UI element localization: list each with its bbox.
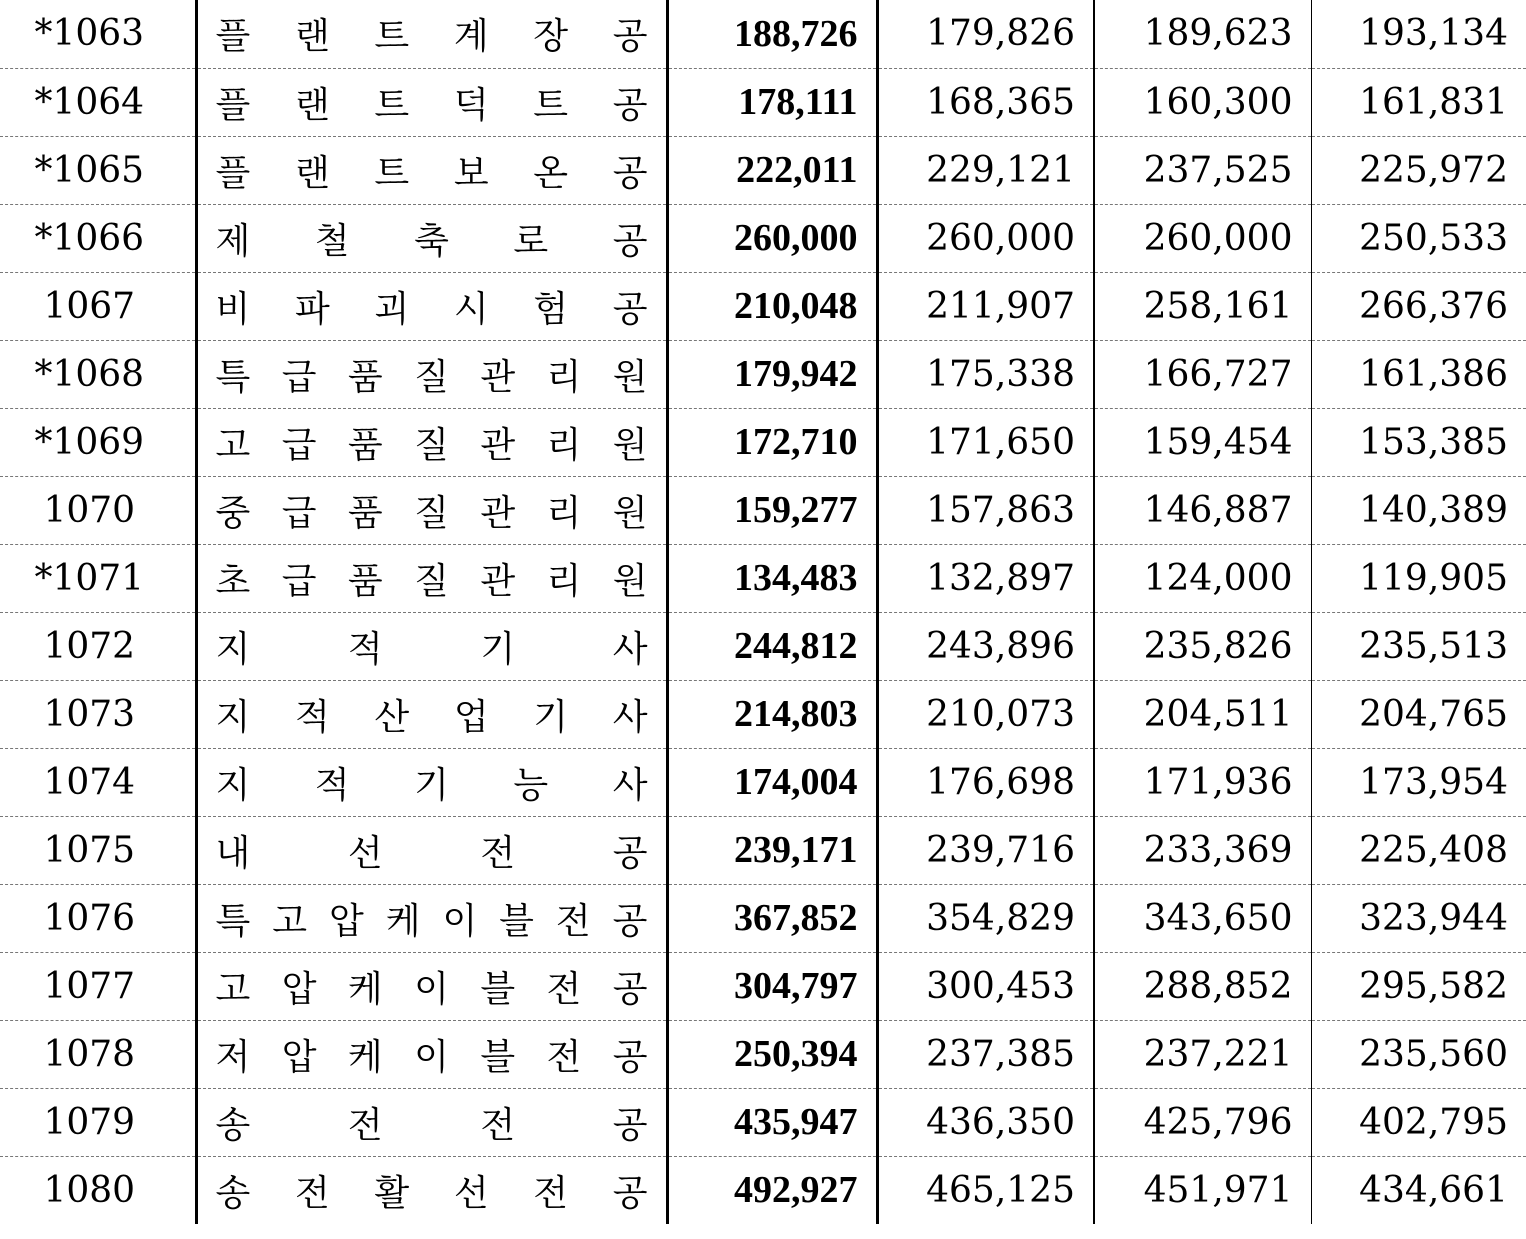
wage-value-cell-4: 250,533	[1311, 204, 1526, 272]
job-name-spread	[216, 1097, 648, 1148]
wage-value-cell-4: 323,944	[1311, 884, 1526, 952]
job-code-cell: 1079	[0, 1088, 196, 1156]
job-name-char: 공	[612, 288, 648, 330]
job-name-char: 고	[215, 968, 251, 1010]
wage-value-cell-4: 434,661	[1311, 1156, 1526, 1224]
job-name-spread	[216, 485, 648, 536]
job-name-char: 이	[414, 968, 449, 1010]
job-name-cell	[196, 136, 667, 204]
job-name-char: 송	[215, 1172, 251, 1214]
job-name-cell	[196, 952, 667, 1020]
wage-value-cell-2: 243,896	[877, 612, 1094, 680]
wage-value-cell-4: 402,795	[1311, 1088, 1526, 1156]
wage-value-cell-3: 258,161	[1094, 272, 1311, 340]
job-code-cell: *1068	[0, 340, 196, 408]
wage-value-cell-4: 235,560	[1311, 1020, 1526, 1088]
wage-value-cell-2: 229,121	[877, 136, 1094, 204]
wage-value-cell-2: 237,385	[877, 1020, 1094, 1088]
job-name-char: 관	[480, 560, 516, 602]
job-name-char: 랜	[294, 16, 330, 58]
job-code-cell: 1076	[0, 884, 196, 952]
job-name-cell	[196, 272, 667, 340]
wage-value-cell-4: 225,972	[1311, 136, 1526, 204]
wage-value-cell-1: 435,947	[667, 1088, 877, 1156]
job-name-char: 공	[612, 1036, 648, 1078]
job-name-char: 품	[347, 356, 383, 398]
job-name-char: 질	[414, 424, 449, 466]
wage-value-cell-1: 250,394	[667, 1020, 877, 1088]
job-name-char: 고	[272, 900, 308, 942]
job-name-char: 이	[442, 900, 478, 942]
job-name-char: 기	[414, 764, 449, 806]
job-name-char: 공	[612, 832, 648, 874]
job-name-char: 품	[347, 424, 383, 466]
job-name-char: 제	[215, 220, 251, 262]
job-name-char: 사	[612, 764, 648, 806]
wage-value-cell-2: 157,863	[877, 476, 1094, 544]
wage-value-cell-4: 161,386	[1311, 340, 1526, 408]
wage-value-cell-1: 178,111	[667, 68, 877, 136]
wage-value-cell-1: 222,011	[667, 136, 877, 204]
wage-value-cell-1: 260,000	[667, 204, 877, 272]
wage-value-cell-2: 176,698	[877, 748, 1094, 816]
job-name-char: 공	[612, 1172, 648, 1214]
wage-value-cell-2: 171,650	[877, 408, 1094, 476]
job-code-cell: *1071	[0, 544, 196, 612]
job-name-char: 초	[215, 560, 251, 602]
job-name-char: 특	[215, 900, 251, 942]
wage-value-cell-3: 171,936	[1094, 748, 1311, 816]
job-name-char: 원	[612, 356, 648, 398]
job-name-char: 원	[612, 492, 648, 534]
job-name-char: 급	[281, 492, 317, 534]
job-name-cell	[196, 408, 667, 476]
job-name-char: 특	[215, 356, 251, 398]
job-name-char: 블	[499, 900, 534, 942]
job-code-cell: *1064	[0, 68, 196, 136]
job-name-char: 압	[328, 900, 364, 942]
job-name-char: 전	[546, 1036, 582, 1078]
wage-value-cell-1: 239,171	[667, 816, 877, 884]
job-name-char: 내	[215, 832, 251, 874]
wage-value-cell-2: 260,000	[877, 204, 1094, 272]
job-name-char: 활	[374, 1172, 410, 1214]
job-name-char: 급	[281, 424, 317, 466]
job-name-char: 송	[215, 1104, 251, 1146]
job-code-cell: 1078	[0, 1020, 196, 1088]
table-row	[0, 1020, 1526, 1088]
job-name-char: 급	[281, 356, 317, 398]
job-name-cell	[196, 816, 667, 884]
job-code-cell: *1066	[0, 204, 196, 272]
job-name-char: 업	[453, 696, 489, 738]
wage-value-cell-3: 260,000	[1094, 204, 1311, 272]
job-name-spread	[216, 689, 648, 740]
wage-value-cell-2: 175,338	[877, 340, 1094, 408]
wage-value-cell-2: 436,350	[877, 1088, 1094, 1156]
job-name-char: 질	[414, 492, 449, 534]
job-code-cell: 1077	[0, 952, 196, 1020]
wage-value-cell-1: 159,277	[667, 476, 877, 544]
wage-value-cell-2: 168,365	[877, 68, 1094, 136]
job-name-spread	[216, 281, 648, 332]
table-row	[0, 748, 1526, 816]
table-row	[0, 0, 1526, 68]
job-name-char: 괴	[374, 288, 410, 330]
job-name-char: 험	[533, 288, 569, 330]
table-row	[0, 408, 1526, 476]
job-name-spread	[216, 1165, 648, 1216]
job-name-char: 전	[480, 1104, 516, 1146]
job-name-spread	[216, 825, 648, 876]
wage-value-cell-1: 244,812	[667, 612, 877, 680]
job-name-char: 랜	[294, 152, 330, 194]
wage-value-cell-1: 367,852	[667, 884, 877, 952]
job-name-char: 저	[215, 1036, 251, 1078]
job-name-char: 장	[533, 16, 569, 58]
wage-value-cell-3: 343,650	[1094, 884, 1311, 952]
table-row	[0, 204, 1526, 272]
job-code-cell: 1073	[0, 680, 196, 748]
job-name-char: 산	[374, 696, 410, 738]
wage-value-cell-1: 179,942	[667, 340, 877, 408]
wage-value-cell-2: 239,716	[877, 816, 1094, 884]
job-name-cell	[196, 1088, 667, 1156]
wage-value-cell-3: 160,300	[1094, 68, 1311, 136]
job-name-char: 적	[294, 696, 330, 738]
job-name-char: 공	[612, 16, 648, 58]
table-row	[0, 272, 1526, 340]
job-name-spread	[216, 893, 648, 944]
wage-value-cell-1: 214,803	[667, 680, 877, 748]
job-name-spread	[216, 1029, 648, 1080]
wage-value-cell-1: 134,483	[667, 544, 877, 612]
job-name-cell	[196, 204, 667, 272]
table-row	[0, 1088, 1526, 1156]
wage-value-cell-4: 153,385	[1311, 408, 1526, 476]
job-name-char: 랜	[294, 84, 330, 126]
job-name-char: 적	[347, 628, 383, 670]
job-name-char: 케	[385, 900, 421, 942]
table-row	[0, 1156, 1526, 1224]
job-name-cell	[196, 544, 667, 612]
job-name-char: 공	[612, 900, 648, 942]
job-name-char: 리	[546, 356, 582, 398]
job-name-char: 전	[555, 900, 591, 942]
job-name-char: 중	[215, 492, 251, 534]
wage-value-cell-2: 132,897	[877, 544, 1094, 612]
wage-value-cell-3: 233,369	[1094, 816, 1311, 884]
job-name-char: 플	[215, 84, 251, 126]
wage-value-cell-2: 179,826	[877, 0, 1094, 68]
wage-value-cell-2: 465,125	[877, 1156, 1094, 1224]
wage-value-cell-4: 140,389	[1311, 476, 1526, 544]
job-name-char: 리	[546, 424, 582, 466]
wage-value-cell-2: 210,073	[877, 680, 1094, 748]
job-name-char: 전	[347, 1104, 383, 1146]
table-row	[0, 340, 1526, 408]
job-name-cell	[196, 340, 667, 408]
job-name-char: 블	[480, 1036, 516, 1078]
job-name-char: 트	[374, 16, 410, 58]
job-code-cell: 1080	[43, 1169, 136, 1211]
wage-value-cell-1: 492,927	[667, 1156, 877, 1224]
job-name-char: 기	[533, 696, 569, 738]
table-row	[0, 680, 1526, 748]
job-name-char: 전	[294, 1172, 330, 1214]
job-name-spread	[216, 145, 648, 196]
job-name-char: 지	[215, 764, 251, 806]
job-name-spread	[216, 757, 648, 808]
wage-value-cell-1: 174,004	[667, 748, 877, 816]
job-name-char: 철	[314, 220, 350, 262]
wage-value-cell-3: 166,727	[1094, 340, 1311, 408]
job-name-char: 능	[513, 764, 549, 806]
job-name-char: 급	[281, 560, 317, 602]
job-code-cell: 1075	[0, 816, 196, 884]
job-name-char: 공	[612, 152, 648, 194]
job-name-char: 트	[374, 84, 410, 126]
job-name-char: 전	[480, 832, 516, 874]
wage-value-cell-3: 451,971	[1094, 1156, 1311, 1224]
wage-value-cell-2: 354,829	[877, 884, 1094, 952]
job-name-char: 트	[374, 152, 410, 194]
job-name-char: 공	[612, 968, 648, 1010]
job-name-cell	[196, 612, 667, 680]
job-name-char: 온	[533, 152, 569, 194]
job-name-char: 축	[414, 220, 449, 262]
table-row	[0, 952, 1526, 1020]
job-name-char: 원	[612, 424, 648, 466]
wage-value-cell-4: 119,905	[1311, 544, 1526, 612]
job-name-char: 공	[612, 220, 648, 262]
job-name-spread	[216, 77, 648, 128]
job-name-cell	[196, 1156, 667, 1224]
table-row	[0, 544, 1526, 612]
job-name-char: 공	[612, 1104, 648, 1146]
job-name-char: 리	[546, 492, 582, 534]
job-name-char: 선	[453, 1172, 489, 1214]
wage-value-cell-3: 159,454	[1094, 408, 1311, 476]
wage-value-cell-3: 425,796	[1094, 1088, 1311, 1156]
wage-value-cell-4: 173,954	[1311, 748, 1526, 816]
wage-value-cell-2: 300,453	[877, 952, 1094, 1020]
job-name-cell	[196, 0, 667, 68]
job-name-char: 원	[612, 560, 648, 602]
job-name-char: 적	[314, 764, 350, 806]
table-row	[0, 816, 1526, 884]
job-name-char: 질	[414, 560, 449, 602]
job-name-char: 지	[215, 696, 251, 738]
wage-value-cell-3: 146,887	[1094, 476, 1311, 544]
job-name-cell	[196, 748, 667, 816]
job-name-char: 품	[347, 492, 383, 534]
job-name-char: 파	[294, 288, 330, 330]
job-name-cell	[196, 680, 667, 748]
table-row	[0, 476, 1526, 544]
job-name-char: 압	[281, 1036, 317, 1078]
job-name-char: 전	[546, 968, 582, 1010]
job-name-cell	[196, 884, 667, 952]
job-code-cell: 1067	[0, 272, 196, 340]
table-row	[0, 68, 1526, 136]
job-name-spread	[216, 349, 648, 400]
wage-value-cell-3: 235,826	[1094, 612, 1311, 680]
job-name-char: 계	[453, 16, 489, 58]
job-name-char: 플	[215, 16, 251, 58]
job-name-char: 질	[414, 356, 449, 398]
job-code-cell: *1069	[0, 408, 196, 476]
job-name-spread	[216, 553, 648, 604]
wage-value-cell-1: 188,726	[667, 0, 877, 68]
job-name-spread	[216, 621, 648, 672]
job-name-spread	[216, 213, 648, 264]
job-name-char: 선	[347, 832, 383, 874]
job-name-char: 전	[533, 1172, 569, 1214]
job-name-char: 관	[480, 492, 516, 534]
job-name-char: 리	[546, 560, 582, 602]
job-name-cell	[196, 68, 667, 136]
wage-value-cell-3: 237,221	[1094, 1020, 1311, 1088]
wage-value-cell-4: 295,582	[1311, 952, 1526, 1020]
wage-value-cell-4: 193,134	[1311, 0, 1526, 68]
job-name-char: 이	[414, 1036, 449, 1078]
job-name-char: 블	[480, 968, 516, 1010]
job-name-char: 비	[215, 288, 251, 330]
job-name-char: 보	[453, 152, 489, 194]
wage-value-cell-4: 225,408	[1311, 816, 1526, 884]
job-code-cell: 1074	[0, 748, 196, 816]
wage-value-cell-4: 204,765	[1311, 680, 1526, 748]
wage-value-cell-3: 204,511	[1094, 680, 1311, 748]
job-name-char: 관	[480, 356, 516, 398]
job-name-cell	[196, 476, 667, 544]
table-row	[0, 612, 1526, 680]
job-name-char: 압	[281, 968, 317, 1010]
job-name-char: 기	[480, 628, 516, 670]
wage-value-cell-4: 161,831	[1311, 68, 1526, 136]
job-name-spread	[216, 961, 648, 1012]
wage-value-cell-1: 210,048	[667, 272, 877, 340]
job-name-char: 품	[347, 560, 383, 602]
job-code-cell: 1070	[0, 476, 196, 544]
job-code-cell: *1063	[0, 0, 196, 68]
job-code-cell: *1065	[0, 136, 196, 204]
job-name-cell	[196, 1020, 667, 1088]
wage-value-cell-3: 237,525	[1094, 136, 1311, 204]
wage-value-cell-3: 288,852	[1094, 952, 1311, 1020]
job-name-char: 관	[480, 424, 516, 466]
wage-value-cell-4: 266,376	[1311, 272, 1526, 340]
job-name-char: 플	[215, 152, 251, 194]
job-name-char: 덕	[453, 84, 489, 126]
job-name-spread	[216, 417, 648, 468]
job-name-char: 트	[533, 84, 569, 126]
table-row	[0, 884, 1526, 952]
wage-value-cell-1: 172,710	[667, 408, 877, 476]
wage-value-cell-2: 211,907	[877, 272, 1094, 340]
job-name-char: 케	[347, 968, 383, 1010]
wage-value-cell-1: 304,797	[667, 952, 877, 1020]
table-row	[0, 136, 1526, 204]
job-name-char: 시	[453, 288, 489, 330]
job-name-spread	[216, 8, 648, 59]
job-name-char: 로	[513, 220, 549, 262]
job-code-cell: 1072	[0, 612, 196, 680]
job-name-char: 사	[612, 628, 648, 670]
wage-value-cell-4: 235,513	[1311, 612, 1526, 680]
job-name-char: 고	[215, 424, 251, 466]
wage-value-cell-3: 124,000	[1094, 544, 1311, 612]
wage-value-cell-3: 189,623	[1094, 0, 1311, 68]
job-name-char: 케	[347, 1036, 383, 1078]
job-name-char: 공	[612, 84, 648, 126]
job-name-char: 사	[612, 696, 648, 738]
job-name-char: 지	[215, 628, 251, 670]
